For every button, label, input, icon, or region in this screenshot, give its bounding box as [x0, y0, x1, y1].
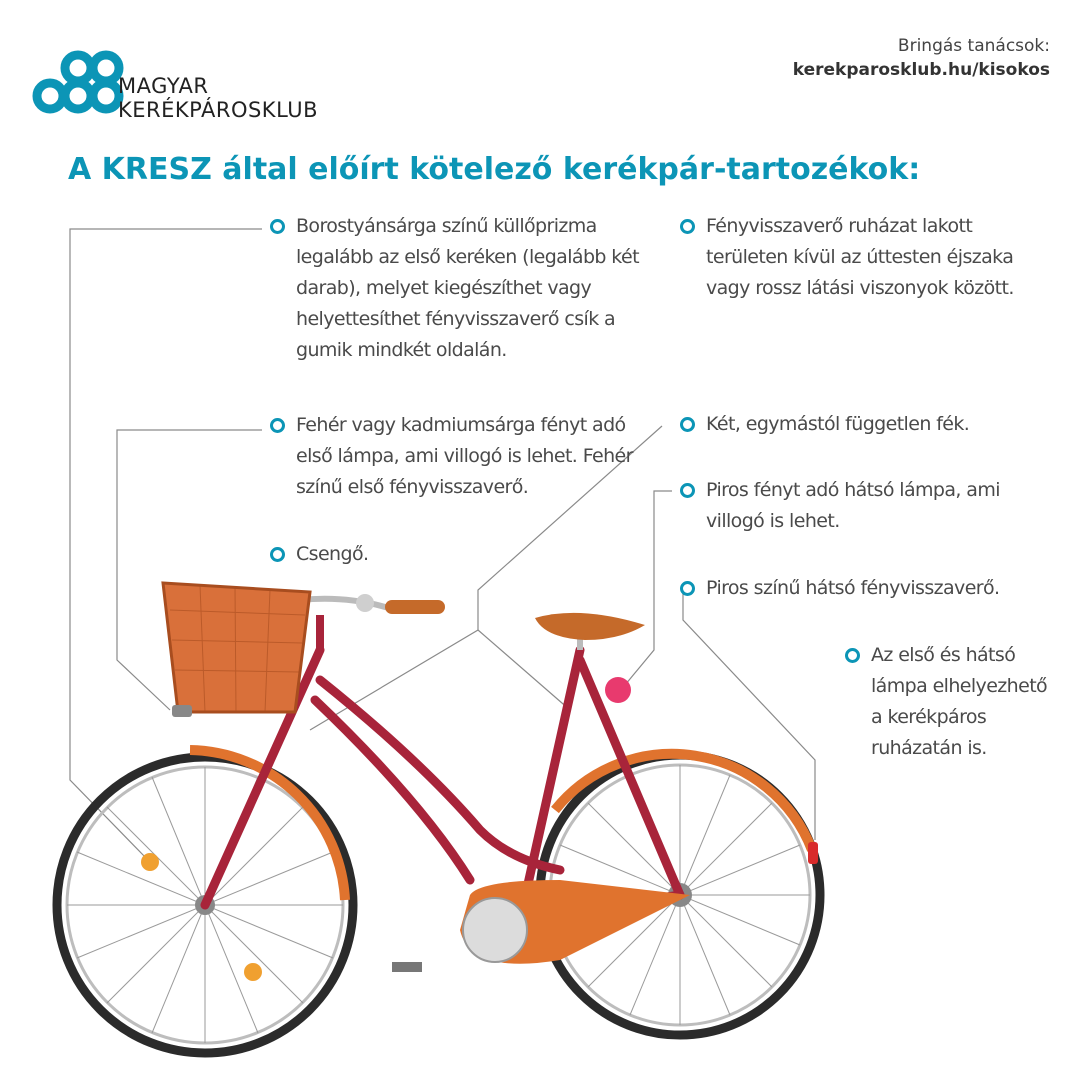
note-lamp-on-clothing: Az első és hátsó lámpa elhelyezhető a kerékpáros ruházatán is.: [845, 640, 1050, 764]
note-front-lamp: Fehér vagy kadmiumsárga fényt adó első lámpa, ami villogó is lehet. Fehér színű első fényvisszaverő.: [270, 410, 660, 503]
brand-line-1: MAGYAR: [118, 74, 209, 98]
front-spoke-reflector: [141, 853, 159, 871]
rear-reflector: [808, 842, 818, 864]
note-reflective-clothing: Fényvisszaverő ruházat lakott területen kívül az úttesten éjszaka vagy rossz látási viszonyok között.: [680, 211, 1055, 304]
bullet-icon: [680, 219, 695, 234]
brand-line-2: KERÉKPÁROSKLUB: [118, 98, 319, 122]
front-lamp: [172, 705, 192, 717]
note-bell: Csengő.: [270, 539, 470, 570]
note-brakes: Két, egymástól független fék.: [680, 409, 1060, 440]
bullet-icon: [270, 418, 285, 433]
page-title: A KRESZ által előírt kötelező kerékpár-tartozékok:: [68, 152, 921, 187]
rear-pompom: [605, 677, 631, 703]
bullet-icon: [680, 483, 695, 498]
saddle: [535, 613, 645, 640]
handle-grip: [385, 600, 445, 614]
bullet-icon: [270, 219, 285, 234]
note-rear-lamp: Piros fényt adó hátsó lámpa, ami villogó is lehet.: [680, 475, 1050, 537]
header-url: kerekparosklub.hu/kisokos: [792, 60, 1050, 80]
note-rear-reflector: Piros színű hátsó fényvisszaverő.: [680, 573, 1050, 604]
bell: [356, 594, 374, 612]
bicycle-illustration: [0, 560, 1080, 1080]
pedal: [392, 962, 422, 972]
rear-fender: [555, 754, 812, 850]
note-spoke-reflector: Borostyánsárga színű küllőprizma legalább az első keréken (legalább két darab), melyet kiegészíthet vagy helyettesíthet fényvisszaverő csík a gumik mindkét oldalán.: [270, 211, 670, 366]
front-spoke-reflector-2: [244, 963, 262, 981]
chainring: [463, 898, 527, 962]
bullet-icon: [680, 417, 695, 432]
handlebar: [300, 599, 395, 610]
basket: [163, 583, 310, 712]
header-caption: Bringás tanácsok:: [897, 36, 1050, 56]
